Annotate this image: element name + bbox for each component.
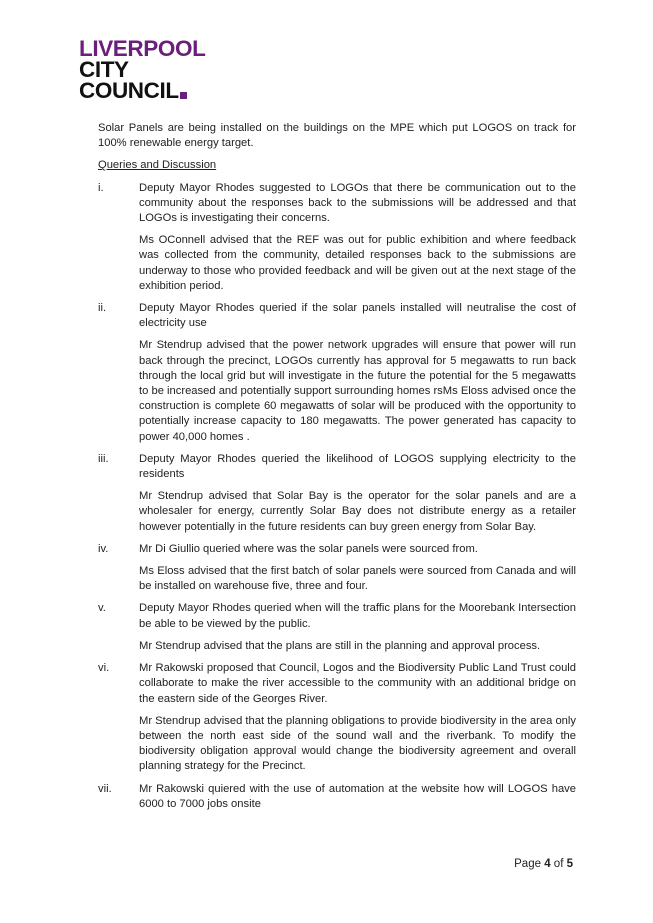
item-number: vii.	[98, 782, 112, 795]
page-footer	[514, 858, 573, 870]
list-item	[98, 661, 576, 774]
item-number: i.	[98, 181, 104, 194]
list-item	[98, 782, 576, 812]
page-current: 4	[544, 858, 551, 870]
page-word: Page	[514, 858, 541, 870]
item-answer: Ms OConnell advised that the REF was out for public exhibition and where feedback was collected from the community, detailed responses back to the submissions are underway to those who provided feedback and will be given out at the next stage of the exhibition period.	[139, 234, 576, 292]
page-total: 5	[566, 858, 573, 870]
item-number: ii.	[98, 302, 107, 315]
list-item	[98, 181, 576, 294]
logo-dot-icon	[180, 92, 187, 99]
list-item	[98, 542, 576, 595]
logo-line-council: COUNCIL	[79, 80, 239, 101]
item-number: iv.	[98, 542, 109, 555]
item-number: v.	[98, 602, 106, 615]
council-logo	[79, 38, 239, 101]
item-query: Deputy Mayor Rhodes queried if the solar panels installed will neutralise the cost of electricity use	[139, 302, 576, 330]
item-query: Mr Di Giullio queried where was the solar panels were sourced from.	[139, 542, 478, 555]
list-item	[98, 301, 576, 445]
list-item	[98, 452, 576, 535]
item-answer: Mr Stendrup advised that Solar Bay is the operator for the solar panels and are a wholesaler for energy, currently Solar Bay does not distribute energy as a retailer however potentially in the future residents can buy green energy from Solar Bay.	[139, 490, 576, 533]
logo-line-city: CITY	[79, 57, 129, 82]
item-number: iii.	[98, 452, 109, 465]
item-query: Deputy Mayor Rhodes queried when will the traffic plans for the Moorebank Intersection be able to be viewed by the public.	[139, 602, 576, 630]
list-item	[98, 601, 576, 654]
item-answer: Mr Stendrup advised that the planning obligations to provide biodiversity in the area only between the north east side of the sound wall and the riverbank. To modify the biodiversity obligation approval would change the biodiversity agreement and overall planning strategy for the Precinct.	[139, 714, 576, 773]
logo-line-liverpool: LIVERPOOL	[79, 36, 206, 61]
of-word: of	[553, 858, 564, 870]
item-query: Mr Rakowski quiered with the use of automation at the website how will LOGOS have 6000 to 7000 jobs onsite	[139, 782, 576, 810]
section-heading: Queries and Discussion	[98, 159, 217, 172]
item-answer: Mr Stendrup advised that the power network upgrades will ensure that power will run back through the precinct, LOGOs currently has approval for 5 megawatts to run back through the local grid but will investigate in the future the potential for the 5 megawatts to be increased and potentially support surrounding homes rsMs Eloss advised once the construction is complete 60 megawatts of solar will be produced with the opportunity to potentially increase capacity to 180 megawatts. The power generated has capacity to power 40,000 homes .	[139, 339, 576, 443]
item-query: Mr Rakowski proposed that Council, Logos and the Biodiversity Public Land Trust could collaborate to make the river accessible to the community with an additional bridge on the eastern side of the Georges River.	[139, 662, 576, 705]
document-body	[98, 121, 576, 819]
intro-paragraph: Solar Panels are being installed on the buildings on the MPE which put LOGOS on track for 100% renewable energy target.	[98, 122, 576, 150]
item-query: Deputy Mayor Rhodes queried the likelihood of LOGOS supplying electricity to the residents	[139, 452, 576, 481]
item-query: Deputy Mayor Rhodes suggested to LOGOs that there be communication out to the community about the responses back to the submissions will be addressed and that LOGOs is investigating their concerns.	[139, 181, 576, 225]
item-answer: Ms Eloss advised that the first batch of solar panels were sourced from Canada and will be installed on warehouse five, three and four.	[139, 565, 576, 593]
item-answer: Mr Stendrup advised that the plans are still in the planning and approval process.	[139, 639, 541, 652]
item-number: vi.	[98, 662, 110, 675]
